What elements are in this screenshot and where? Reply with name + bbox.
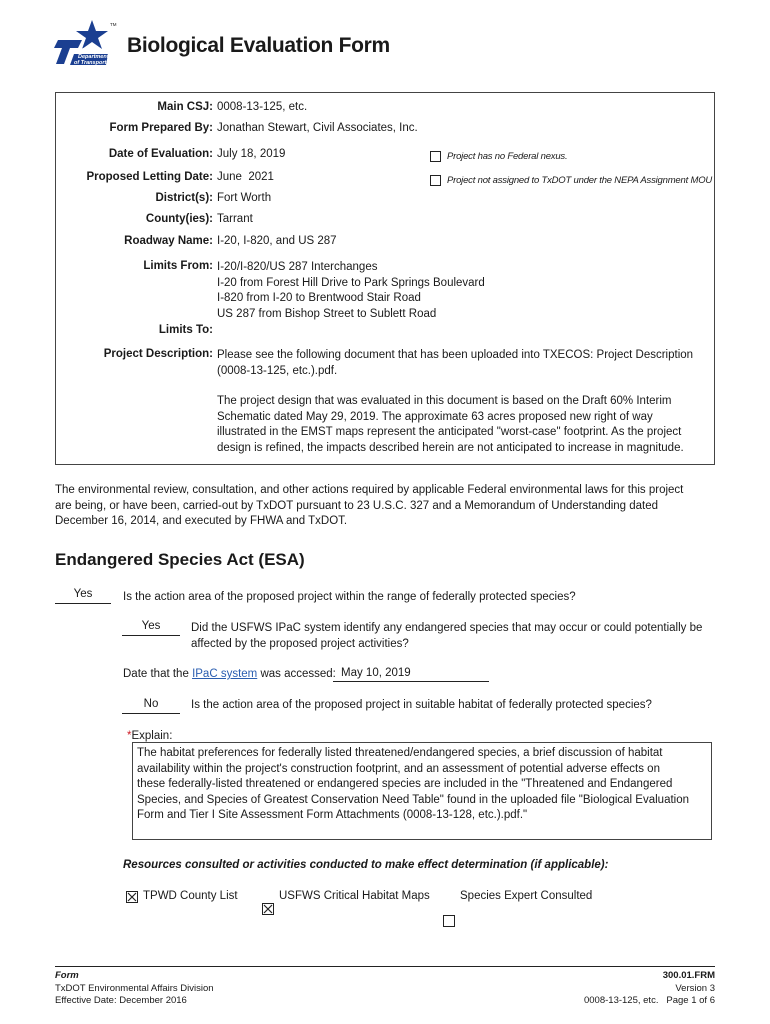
description-line: (0008-13-125, etc.).pdf. (217, 364, 338, 377)
limits-from-label: Limits From: (143, 260, 213, 272)
species-expert-checkbox[interactable] (443, 915, 455, 927)
footer-version: Version 3 (675, 982, 715, 994)
no-federal-nexus-checkbox[interactable] (430, 151, 441, 162)
district-value: Fort Worth (217, 192, 272, 204)
description-line: The project design that was evaluated in this document is based on the Draft 60% Interim (217, 395, 672, 407)
explain-line: Form and Tier I Site Assessment Form Attachments (0008-13-128, etc.).pdf." (137, 809, 528, 821)
description-line: Please see the following document that has been uploaded into TXECOS: Project Description (217, 349, 694, 361)
q3-question: Is the action area of the proposed project in suitable habitat of federally protected species? (191, 699, 652, 711)
q1-answer-field[interactable]: Yes (55, 588, 111, 604)
project-description-label: Project Description: (103, 348, 213, 360)
ipac-date-field[interactable]: May 10, 2019 (333, 667, 489, 682)
q1-question: Is the action area of the proposed project within the range of federally protected species? (123, 591, 576, 603)
explain-label-row (127, 730, 172, 742)
species-expert-label: Species Expert Consulted (460, 890, 593, 902)
main-csj-label: Main CSJ: (157, 101, 213, 113)
footer-csj: 0008-13-125, etc. (583, 995, 659, 1006)
logo-text-line: Department (78, 54, 109, 60)
tpwd-county-list-checkbox[interactable] (126, 891, 138, 903)
footer-effective-date: Effective Date: December 2016 (55, 995, 187, 1006)
prepared-by-value: Jonathan Stewart, Civil Associates, Inc. (217, 122, 418, 134)
county-label: County(ies): (145, 213, 213, 225)
intro-line: December 16, 2014, and executed by FHWA and TxDOT. (55, 515, 348, 527)
explain-label: Explain: (131, 730, 173, 742)
limits-from-line: US 287 from Bishop Street to Sublett Road (217, 307, 437, 320)
usfws-critical-habitat-label: USFWS Critical Habitat Maps (279, 890, 430, 902)
description-line: design is refined, the impacts described herein are not anticipated to increase in magnitude. (217, 441, 684, 454)
description-line: illustrated in the EMST maps represent the anticipated "worst-case" footprint. As the project (217, 426, 682, 438)
ipac-prefix: Date that the (123, 668, 189, 680)
checkmark-x-icon (263, 904, 273, 914)
txdot-logo (52, 18, 122, 68)
not-assigned-label: Project not assigned to TxDOT under the NEPA Assignment MOU (447, 175, 713, 186)
footer-division: TxDOT Environmental Affairs Division (55, 982, 214, 994)
page-title: Biological Evaluation Form (127, 34, 390, 57)
intro-line: are being, or have been, carried-out by TxDOT pursuant to 23 U.S.C. 327 and a Memorandum of Understanding dated (55, 499, 659, 512)
logo-tm: TM (110, 22, 117, 27)
explain-line: Species, and Species of Greatest Conservation Need Table" found in the uploaded file "Biological Evaluation (137, 793, 689, 806)
footer-page-number: Page 1 of 6 (666, 995, 715, 1006)
footer-page-row (515, 995, 715, 1008)
q2-line: affected by the proposed project activities? (191, 637, 409, 650)
project-description-value (217, 348, 693, 456)
district-label: District(s): (155, 192, 213, 204)
explain-line: The habitat preferences for federally listed threatened/endangered species, a brief discussion of habitat (137, 747, 663, 759)
eval-date-label: Date of Evaluation: (108, 148, 213, 160)
explain-line: availability within the project's construction footprint, and an assessment of potential adverse effects on (137, 762, 660, 775)
tpwd-county-list-label: TPWD County List (143, 890, 238, 902)
footer-left (55, 970, 214, 1008)
letting-date-value: June 2021 (217, 171, 274, 183)
ipac-suffix: was accessed: (260, 668, 336, 680)
q2-answer-field[interactable]: Yes (122, 620, 180, 636)
required-marker: * (127, 730, 132, 742)
ipac-date-row (123, 668, 336, 680)
q2-line: Did the USFWS IPaC system identify any endangered species that may occur or could potentially be (191, 622, 703, 634)
roadway-label: Roadway Name: (124, 235, 213, 247)
logo-text-line: of Transportation (74, 60, 120, 66)
roadway-value: I-20, I-820, and US 287 (217, 235, 337, 247)
limits-to-label: Limits To: (158, 324, 213, 336)
usfws-critical-habitat-checkbox[interactable] (262, 903, 274, 915)
limits-from-line: I-820 from I-20 to Brentwood Stair Road (217, 292, 421, 304)
letting-date-label: Proposed Letting Date: (86, 171, 213, 183)
intro-paragraph (55, 483, 720, 530)
checkmark-x-icon (127, 892, 137, 902)
ipac-system-link[interactable]: IPaC system (192, 668, 258, 680)
esa-heading: Endangered Species Act (ESA) (55, 550, 305, 569)
main-csj-value: 0008-13-125, etc. (217, 101, 308, 113)
eval-date-value: July 18, 2019 (217, 148, 286, 160)
footer-divider (55, 966, 715, 967)
prepared-by-label: Form Prepared By: (109, 122, 213, 134)
limits-from-value (217, 260, 485, 322)
limits-from-line: I-20/I-820/US 287 Interchanges (217, 261, 378, 273)
resources-heading: Resources consulted or activities conducted to make effect determination (if applicable): (123, 859, 609, 871)
explain-line: these federally-listed threatened or endangered species are included in the "Threatened and Endangered (137, 778, 673, 790)
intro-line: The environmental review, consultation, and other actions required by applicable Federal environmental laws for this project (55, 484, 684, 496)
explain-textarea[interactable] (132, 742, 712, 840)
not-assigned-checkbox[interactable] (430, 175, 441, 186)
description-line: Schematic dated May 29, 2019. The approximate 63 acres proposed new right of way (217, 410, 653, 423)
q3-answer-field[interactable]: No (122, 698, 180, 714)
footer-form-label: Form (55, 970, 79, 981)
footer-form-number: 300.01.FRM (662, 970, 715, 981)
limits-from-line: I-20 from Forest Hill Drive to Park Springs Boulevard (217, 276, 485, 289)
q2-question (191, 621, 702, 652)
county-value: Tarrant (217, 213, 253, 225)
logo-text-line: Texas (82, 48, 98, 54)
no-federal-nexus-label: Project has no Federal nexus. (447, 151, 568, 162)
footer-right (515, 970, 715, 1008)
